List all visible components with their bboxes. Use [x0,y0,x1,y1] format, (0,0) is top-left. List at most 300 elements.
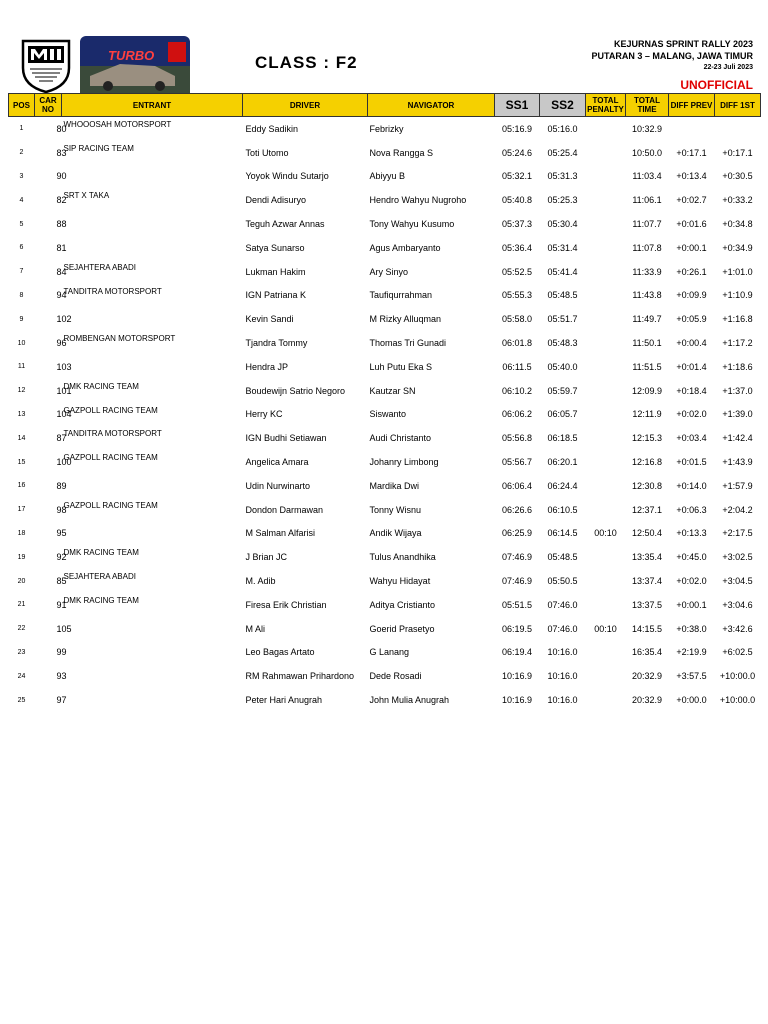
cell-total-time: 11:50.1 [632,338,662,349]
cell-ss1: 06:26.6 [501,504,533,515]
cell-ss2: 05:25.3 [547,195,578,206]
cell-entrant: GAZPOLL RACING TEAM [63,500,158,510]
table-row [9,355,761,379]
cell-navigator: Wahyu Hidayat [369,576,431,587]
cell-driver: IGN Patriana K [245,290,307,301]
cell-total-time: 11:33.9 [632,266,662,277]
cell-driver: IGN Budhi Setiawan [245,433,327,444]
cell-total-penalty [586,260,626,284]
cell-total-time: 11:43.8 [632,290,662,301]
cell-ss1: 06:19.5 [501,623,533,634]
cell-ss1: 06:25.9 [501,528,533,539]
cell-diff-prev: +0:13.4 [676,171,707,182]
cell-driver: Angelica Amara [245,457,309,468]
cell-pos: 16 [17,482,26,490]
cell-diff-prev: +0:17.1 [676,147,707,158]
results-body [9,117,761,712]
cell-total-time: 11:49.7 [632,314,662,325]
cell-entrant: DMK RACING TEAM [63,548,139,558]
cell-total-penalty [586,355,626,379]
cell-entrant [62,165,243,189]
cell-total-time: 12:09.9 [631,385,663,396]
cell-diff-prev: +0:02.0 [676,576,707,587]
cell-pos: 25 [17,696,26,704]
cell-ss1: 07:46.9 [501,552,533,563]
cell-ss1: 05:51.5 [501,599,533,610]
cell-car-no: 102 [56,314,72,325]
cell-navigator: Aditya Cristianto [369,599,436,610]
cell-navigator: G Lanang [369,647,410,658]
cell-ss2: 05:30.4 [547,219,578,230]
cell-diff-prev: +0:38.0 [676,623,707,634]
cell-pos: 1 [19,125,24,133]
cell-total-time: 12:16.8 [631,457,663,468]
cell-total-penalty [586,688,626,712]
cell-navigator: John Mulia Anugrah [369,695,450,706]
cell-ss2: 06:24.4 [547,480,578,491]
cell-total-penalty [586,165,626,189]
cell-ss1: 10:16.9 [501,671,533,682]
cell-pos: 9 [19,315,24,323]
cell-ss2: 10:16.0 [547,647,578,658]
cell-diff-prev: +0:18.4 [676,385,707,396]
cell-driver: Udin Nurwinarto [245,480,311,491]
cell-driver: M Salman Alfarisi [245,528,316,539]
cell-driver: M Ali [245,623,266,634]
cell-ss1: 05:36.4 [501,242,533,253]
cell-pos: 15 [17,458,26,466]
col-navigator: NAVIGATOR [368,94,495,117]
cell-ss2: 10:16.0 [547,695,578,706]
cell-entrant: SIP RACING TEAM [63,143,134,153]
cell-ss1: 05:40.8 [501,195,533,206]
cell-entrant: SEJAHTERA ABADI [63,572,136,582]
cell-navigator: Johanry Limbong [369,457,439,468]
cell-total-time: 11:51.5 [632,361,662,372]
cell-ss2: 10:16.0 [547,671,578,682]
cell-total-penalty [586,379,626,403]
table-row [9,403,761,427]
cell-diff-prev: +0:14.0 [676,480,707,491]
cell-entrant [62,355,243,379]
cell-total-penalty [586,498,626,522]
cell-total-time: 11:06.1 [632,195,662,206]
table-row [9,641,761,665]
cell-total-penalty [586,545,626,569]
table-row [9,688,761,712]
cell-ss1: 05:52.5 [501,266,533,277]
cell-pos: 4 [19,196,24,204]
cell-total-time: 12:11.9 [632,409,662,420]
cell-total-penalty: 00:10 [594,528,617,539]
cell-driver: Hendra JP [245,361,289,372]
cell-navigator: Siswanto [369,409,407,420]
cell-total-time: 13:35.4 [631,552,663,563]
col-driver: DRIVER [243,94,368,117]
cell-ss2: 05:41.4 [547,266,578,277]
cell-diff-1st: +1:57.9 [722,480,753,491]
cell-total-penalty [586,307,626,331]
cell-ss2: 05:25.4 [547,147,578,158]
cell-ss2: 06:14.5 [547,528,578,539]
cell-ss2: 06:10.5 [547,504,578,515]
cell-car-no: 90 [56,171,67,182]
table-row [9,379,761,403]
cell-car-no: 105 [56,623,72,634]
table-row [9,593,761,617]
table-header-row [9,94,761,117]
cell-diff-1st: +2:04.2 [722,504,753,515]
cell-diff-prev: +0:02.7 [676,195,707,206]
cell-car-no: 83 [56,147,67,158]
cell-car-no: 91 [56,599,67,610]
cell-diff-1st: +3:02.5 [722,552,753,563]
cell-navigator: M Rizky Alluqman [369,314,442,325]
cell-entrant: WHOOOSAH MOTORSPORT [63,120,172,129]
cell-navigator: Hendro Wahyu Nugroho [369,195,467,206]
cell-total-penalty [586,569,626,593]
cell-diff-1st: +2:17.5 [722,528,753,539]
cell-pos: 14 [17,434,26,442]
table-row [9,426,761,450]
col-car-no: CAR NO [35,94,62,117]
cell-entrant [62,522,243,546]
cell-navigator: Goerid Prasetyo [369,623,435,634]
cell-car-no: 89 [56,480,67,491]
event-info [591,38,753,74]
cell-pos: 12 [17,387,26,395]
cell-navigator: Mardika Dwi [369,480,420,491]
cell-entrant: DMK RACING TEAM [63,595,139,605]
cell-ss1: 06:11.5 [502,361,532,372]
cell-ss2: 06:20.1 [547,457,578,468]
cell-ss1: 06:01.8 [501,338,533,349]
cell-driver: Kevin Sandi [245,314,294,325]
cell-ss2: 05:40.0 [547,361,578,372]
cell-navigator: Abiyyu B [369,171,406,182]
cell-car-no: 99 [56,647,67,658]
table-row [9,522,761,546]
cell-pos: 24 [17,672,26,680]
cell-pos: 2 [19,149,24,157]
cell-driver: Firesa Erik Christian [245,599,327,610]
cell-ss1: 05:58.0 [501,314,533,325]
cell-diff-prev: +0:01.5 [676,457,707,468]
cell-entrant [62,617,243,641]
cell-diff-prev: +0:45.0 [676,552,707,563]
cell-driver: Eddy Sadikin [245,123,299,134]
cell-diff-prev: +0:02.0 [676,409,707,420]
table-row [9,117,761,141]
cell-diff-prev: +0:00.1 [676,242,707,253]
cell-car-no: 81 [56,242,67,253]
cell-entrant: TANDITRA MOTORSPORT [63,429,162,439]
cell-diff-prev: +0:06.3 [676,504,707,515]
event-round: PUTARAN 3 – MALANG, JAWA TIMUR [591,51,753,61]
table-row [9,474,761,498]
cell-navigator: Tony Wahyu Kusumo [369,219,455,230]
cell-driver: Dendi Adisuryo [245,195,307,206]
col-ss2: SS2 [540,94,586,117]
cell-pos: 6 [19,244,24,252]
status-label: UNOFFICIAL [680,78,753,92]
cell-total-time: 11:07.7 [632,219,662,230]
col-total-time: TOTAL TIME [626,94,669,117]
cell-total-time: 10:32.9 [631,123,663,134]
col-total-penalty: TOTAL PENALTY [586,94,626,117]
table-row [9,450,761,474]
cell-driver: Herry KC [245,409,283,420]
cell-total-penalty [586,284,626,308]
class-title: CLASS : F2 [255,53,358,72]
cell-navigator: Agus Ambaryanto [369,242,441,253]
cell-entrant: ROMBENGAN MOTORSPORT [63,334,176,344]
cell-pos: 5 [19,220,24,228]
event-logo [80,36,190,94]
cell-driver: J Brian JC [245,552,288,563]
cell-total-time: 13:37.5 [631,599,663,610]
cell-driver: Lukman Hakim [245,266,306,277]
cell-total-penalty [586,641,626,665]
cell-total-time: 20:32.9 [631,695,663,706]
cell-total-time: 12:15.3 [631,433,663,444]
cell-ss1: 07:46.9 [501,576,533,587]
cell-entrant: GAZPOLL RACING TEAM [63,453,158,463]
cell-entrant [62,307,243,331]
event-logo-text: TURBO [108,48,155,63]
cell-ss1: 05:56.8 [501,433,533,444]
cell-car-no: 87 [56,433,67,444]
cell-pos: 8 [19,291,24,299]
event-date: 22-23 Juli 2023 [703,64,753,71]
cell-driver: RM Rahmawan Prihardono [245,671,355,682]
cell-ss1: 05:24.6 [501,147,533,158]
cell-car-no: 100 [56,457,72,468]
cell-diff-prev: +0:01.6 [676,219,707,230]
cell-diff-1st [715,117,761,141]
cell-entrant [62,212,243,236]
cell-total-time: 12:37.1 [631,504,663,515]
cell-car-no: 97 [56,695,67,706]
cell-ss2: 07:46.0 [547,623,578,634]
table-row [9,331,761,355]
cell-total-penalty: 00:10 [594,623,617,634]
table-row [9,498,761,522]
cell-total-penalty [586,664,626,688]
cell-ss1: 05:32.1 [501,171,533,182]
cell-diff-1st: +1:39.0 [722,409,753,420]
cell-ss2: 05:31.3 [547,171,578,182]
table-row [9,617,761,641]
cell-total-penalty [586,426,626,450]
cell-diff-1st: +1:18.6 [722,361,753,372]
cell-ss2: 05:48.3 [547,338,578,349]
cell-ss1: 05:56.7 [501,457,533,468]
cell-ss1: 06:06.4 [501,480,533,491]
cell-diff-1st: +1:01.0 [722,266,753,277]
cell-total-penalty [586,331,626,355]
cell-diff-1st: +0:33.2 [722,195,753,206]
cell-diff-1st: +0:34.9 [722,242,753,253]
cell-pos: 17 [17,506,26,514]
cell-car-no: 93 [56,671,67,682]
cell-car-no: 103 [56,361,72,372]
cell-pos: 3 [19,172,24,180]
cell-navigator: Febrizky [369,123,404,134]
cell-ss2: 06:18.5 [547,433,578,444]
cell-pos: 20 [17,577,26,585]
cell-diff-prev: +0:13.3 [676,528,707,539]
cell-total-penalty [586,117,626,141]
cell-entrant: DMK RACING TEAM [63,381,139,391]
cell-entrant [62,664,243,688]
cell-total-time: 13:37.4 [631,576,663,587]
cell-navigator: Nova Rangga S [369,147,434,158]
results-table [8,93,761,712]
cell-ss2: 06:05.7 [547,409,578,420]
cell-pos: 23 [17,648,26,656]
cell-navigator: Ary Sinyo [369,266,409,277]
cell-diff-1st: +1:16.8 [722,314,753,325]
cell-diff-1st: +3:04.5 [722,576,753,587]
cell-total-penalty [586,141,626,165]
cell-entrant [62,236,243,260]
cell-total-time: 11:07.8 [632,242,662,253]
cell-diff-1st: +1:43.9 [722,457,753,468]
cell-total-time: 12:50.4 [631,528,663,539]
cell-car-no: 84 [56,266,67,277]
cell-driver: Boudewijn Satrio Negoro [245,385,346,396]
cell-diff-1st: +10:00.0 [719,671,756,682]
cell-entrant [62,688,243,712]
cell-total-time: 11:03.4 [632,171,662,182]
cell-ss1: 05:55.3 [501,290,533,301]
cell-diff-prev: +2:19.9 [676,647,707,658]
cell-car-no: 85 [56,576,67,587]
cell-diff-prev: +0:26.1 [676,266,707,277]
cell-car-no: 92 [56,552,67,563]
cell-diff-prev: +0:03.4 [676,433,707,444]
col-entrant: ENTRANT [62,94,243,117]
cell-navigator: Kautzar SN [369,385,416,396]
col-ss1: SS1 [495,94,540,117]
table-row [9,284,761,308]
cell-diff-1st: +0:17.1 [722,147,753,158]
table-row [9,141,761,165]
cell-diff-prev: +0:00.1 [676,599,707,610]
cell-diff-1st: +6:02.5 [722,647,753,658]
cell-navigator: Andik Wijaya [369,528,422,539]
table-row [9,188,761,212]
cell-driver: Peter Hari Anugrah [245,695,323,706]
cell-car-no: 80 [56,123,67,134]
cell-pos: 18 [17,529,26,537]
table-row [9,165,761,189]
cell-total-penalty [586,236,626,260]
cell-ss2: 05:31.4 [547,242,578,253]
cell-car-no: 98 [56,504,67,515]
cell-diff-prev: +0:01.4 [676,361,707,372]
cell-total-time: 16:35.4 [631,647,663,658]
cell-total-time: 10:50.0 [631,147,663,158]
cell-ss1: 06:19.4 [501,647,533,658]
cell-ss2: 05:59.7 [547,385,578,396]
cell-total-penalty [586,450,626,474]
cell-entrant: GAZPOLL RACING TEAM [63,405,158,415]
cell-navigator: Audi Christanto [369,433,432,444]
cell-entrant [62,641,243,665]
cell-diff-prev: +3:57.5 [676,671,707,682]
cell-diff-prev [669,117,715,141]
cell-entrant [62,474,243,498]
cell-navigator: Tulus Anandhika [369,552,436,563]
cell-navigator: Dede Rosadi [369,671,422,682]
table-row [9,664,761,688]
cell-navigator: Tonny Wisnu [369,504,422,515]
cell-ss1: 05:37.3 [501,219,533,230]
cell-pos: 22 [17,625,26,633]
cell-diff-1st: +0:34.8 [722,219,753,230]
cell-pos: 21 [17,601,26,609]
cell-ss1: 05:16.9 [501,123,533,134]
cell-car-no: 88 [56,219,67,230]
table-row [9,212,761,236]
cell-driver: Teguh Azwar Annas [245,219,325,230]
cell-ss2: 05:48.5 [547,290,578,301]
cell-total-penalty [586,403,626,427]
imi-logo [20,38,72,94]
cell-ss2: 07:46.0 [547,599,578,610]
table-row [9,260,761,284]
table-row [9,545,761,569]
cell-navigator: Luh Putu Eka S [369,361,433,372]
col-diff-prev: DIFF PREV [669,94,715,117]
col-pos: POS [9,94,35,117]
cell-total-time: 20:32.9 [631,671,663,682]
cell-driver: Satya Sunarso [245,242,305,253]
cell-total-penalty [586,212,626,236]
event-title: KEJURNAS SPRINT RALLY 2023 [613,39,753,49]
cell-entrant: TANDITRA MOTORSPORT [63,286,162,296]
table-row [9,307,761,331]
cell-diff-prev: +0:00.4 [676,338,707,349]
cell-pos: 19 [17,553,26,561]
cell-car-no: 101 [56,385,72,396]
cell-diff-1st: +1:37.0 [722,385,753,396]
cell-car-no: 104 [56,409,72,420]
cell-diff-prev: +0:05.9 [676,314,707,325]
cell-diff-1st: +1:17.2 [722,338,753,349]
cell-diff-1st: +1:10.9 [722,290,753,301]
cell-driver: Tjandra Tommy [245,338,308,349]
cell-ss2: 05:16.0 [547,123,578,134]
cell-ss1: 06:10.2 [501,385,533,396]
table-row [9,569,761,593]
cell-diff-prev: +0:09.9 [676,290,707,301]
cell-driver: M. Adib [245,576,276,587]
table-row [9,236,761,260]
cell-diff-prev: +0:00.0 [676,695,707,706]
cell-driver: Leo Bagas Artato [245,647,315,658]
cell-diff-1st: +3:42.6 [722,623,753,634]
cell-ss2: 05:48.5 [547,552,578,563]
cell-navigator: Thomas Tri Gunadi [369,338,447,349]
cell-driver: Dondon Darmawan [245,504,324,515]
cell-ss1: 10:16.9 [501,695,533,706]
cell-pos: 10 [17,339,26,347]
cell-total-time: 14:15.5 [631,623,663,634]
cell-car-no: 82 [56,195,67,206]
